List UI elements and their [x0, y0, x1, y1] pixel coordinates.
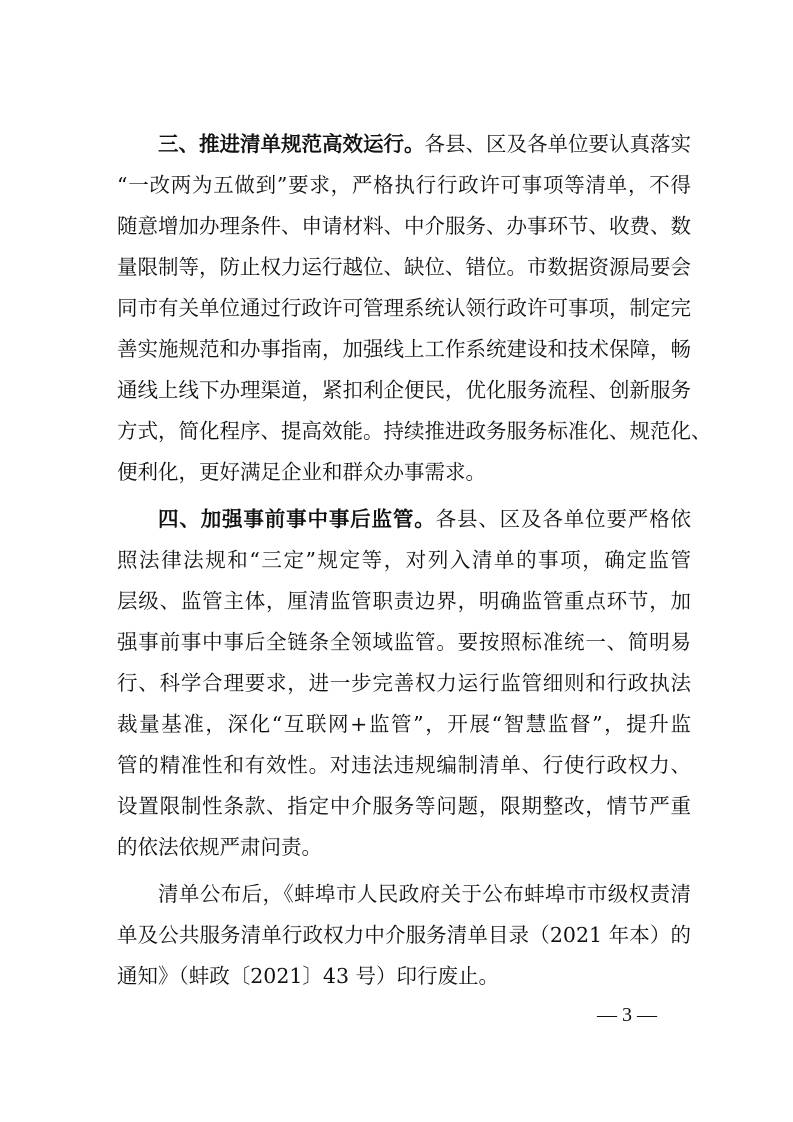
paragraph-line: 通知》（蚌政〔2021〕43 号）印行废止。	[117, 964, 500, 988]
section-heading: 三、推进清单规范高效运行。	[158, 132, 425, 156]
page-number: — 3 —	[597, 1004, 657, 1026]
section-three-paragraph	[117, 124, 712, 493]
paragraph-line: 行、科学合理要求，进一步完善权力运行监管细则和行政执法	[117, 671, 691, 695]
paragraph-line: “一改两为五做到”要求，严格执行行政许可事项等清单，不得	[117, 173, 691, 197]
paragraph-line	[117, 499, 691, 540]
paragraph-line: 量限制等，防止权力运行越位、缺位、错位。市数据资源局要会	[117, 255, 691, 279]
paragraph-line: 层级、监管主体，厘清监管职责边界，明确监管重点环节，加	[117, 589, 691, 613]
paragraph-line	[117, 124, 691, 165]
paragraph-line: 清单公布后，《蚌埠市人民政府关于公布蚌埠市市级权责清	[158, 882, 691, 906]
paragraph-line: 善实施规范和办事指南，加强线上工作系统建设和技术保障，畅	[117, 337, 691, 361]
paragraph-line: 照法律法规和“三定”规定等，对列入清单的事项，确定监管	[117, 548, 691, 572]
paragraph-line: 单及公共服务清单行政权力中介服务清单目录（2021 年本）的	[117, 923, 691, 947]
paragraph-line: 强事前事中事后全链条全领域监管。要按照标准统一、简明易	[117, 630, 691, 654]
paragraph-line: 便利化，更好满足企业和群众办事需求。	[117, 460, 486, 484]
line-text: 各县、区及各单位要严格依	[435, 507, 692, 531]
closing-paragraph	[117, 874, 691, 997]
paragraph-line: 通线上线下办理渠道，紧扣利企便民，优化服务流程、创新服务	[117, 378, 691, 402]
section-four-paragraph	[117, 499, 691, 868]
paragraph-line: 管的精准性和有效性。对违法违规编制清单、行使行政权力、	[117, 753, 691, 777]
paragraph-line: 同市有关单位通过行政许可管理系统认领行政许可事项，制定完	[117, 296, 691, 320]
line-text: 各县、区及各单位要认真落实	[424, 132, 691, 156]
paragraph-line: 的依法依规严肃问责。	[117, 835, 322, 859]
paragraph-line: 方式，简化程序、提高效能。持续推进政务服务标准化、规范化、	[117, 419, 712, 443]
paragraph-line: 随意增加办理条件、申请材料、中介服务、办事环节、收费、数	[117, 214, 691, 238]
document-body	[117, 124, 712, 997]
paragraph-line: 设置限制性条款、指定中介服务等问题，限期整改，情节严重	[117, 794, 691, 818]
section-heading: 四、加强事前事中事后监管。	[158, 507, 436, 531]
paragraph-line: 裁量基准，深化“互联网+监管”，开展“智慧监督”，提升监	[117, 712, 691, 736]
